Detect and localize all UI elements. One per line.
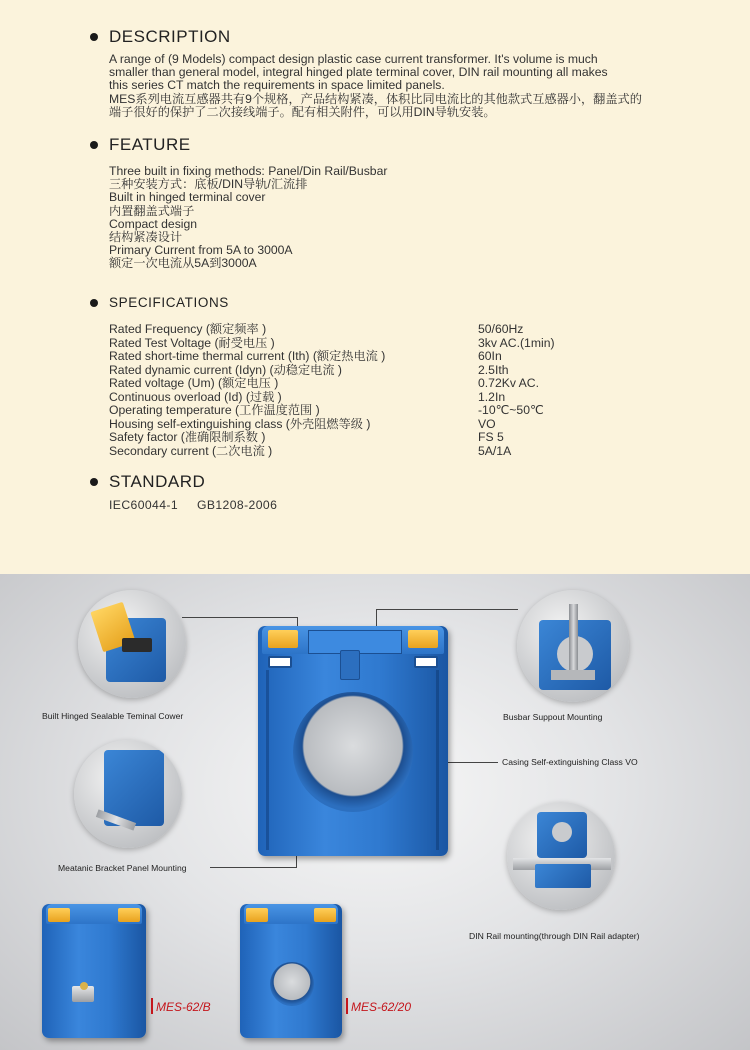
description-title: DESCRIPTION: [109, 27, 231, 46]
spec-value: 1.2In: [478, 389, 506, 404]
model-label-20: MES-62/20: [351, 1000, 412, 1014]
feature-heading: [90, 135, 191, 155]
bullet-icon: [90, 299, 98, 307]
spec-label: Rated Test Voltage (耐受电压 ): [109, 335, 275, 350]
caption-hinged-cover: Built Hinged Sealable Teminal Cower: [42, 711, 184, 721]
spec-label: Operating temperature (工作温度范围 ): [109, 403, 320, 417]
description-text: [109, 53, 642, 119]
feature-line: Built in hinged terminal cover: [109, 190, 266, 205]
caption-casing: Casing Self-extinguishing Class VO: [502, 757, 638, 767]
feature-text: [109, 165, 387, 271]
spec-value: VO: [478, 416, 496, 431]
caption-din-rail: DIN Rail mounting(through DIN Rail adapter): [469, 931, 640, 941]
feature-line: 结构紧凑设计: [109, 230, 183, 245]
spec-value: 5A/1A: [478, 443, 512, 458]
spec-label: Safety factor (准确限制系数 ): [109, 430, 266, 444]
busbar-photo: [517, 590, 629, 702]
caption-busbar: Busbar Suppout Mounting: [503, 712, 603, 722]
bullet-icon: [90, 141, 98, 149]
feature-title: FEATURE: [109, 135, 191, 154]
standard-text: IEC60044-1 GB1208-2006: [109, 498, 278, 512]
bullet-icon: [90, 478, 98, 486]
spec-value: -10℃~50℃: [478, 403, 544, 417]
spec-value: 2.5Ith: [478, 362, 509, 377]
description-heading: [90, 27, 231, 47]
description-line: smaller than general model, integral hinged plate terminal cover, DIN rail mounting all makes: [109, 65, 608, 80]
bracket-photo: [74, 740, 182, 848]
current-transformer-main: [258, 626, 448, 856]
din-rail-photo: [507, 802, 615, 910]
spec-labels: [109, 323, 385, 458]
feature-line: Three built in fixing methods: Panel/Din Rail/Busbar: [109, 164, 388, 178]
spec-value: FS 5: [478, 430, 504, 444]
description-line: A range of (9 Models) compact design plastic case current transformer. It's volume is much: [109, 52, 598, 66]
spec-label: Rated Frequency (额定频率 ): [109, 322, 267, 336]
spec-values: [478, 323, 555, 458]
description-line: MES系列电流互感器共有9个规格，产品结构紧凑，体积比同电流比的其他款式互感器小，翻盖式的: [109, 91, 642, 106]
standard-heading: [90, 472, 205, 492]
feature-line: 额定一次电流从5A到3000A: [109, 256, 257, 271]
spec-label: Continuous overload (Id) (过载 ): [109, 389, 282, 404]
bullet-icon: [90, 33, 98, 41]
ct-model-b: [42, 904, 146, 1038]
spec-value: 50/60Hz: [478, 322, 524, 336]
spec-label: Rated dynamic current (Idyn) (动稳定电流 ): [109, 362, 342, 377]
spec-label: Rated short-time thermal current (Ith) (额定热电流 ): [109, 349, 386, 363]
caption-bracket: Meatanic Bracket Panel Mounting: [58, 863, 187, 873]
spec-value: 0.72Kv AC.: [478, 376, 539, 390]
spec-value: 3kv AC.(1min): [478, 335, 555, 350]
spec-label: Rated voltage (Um) (额定电压 ): [109, 376, 279, 390]
description-line: 端子很好的保护了二次接线端子。配有相关附件，可以用DIN导轨安装。: [109, 104, 496, 119]
hinged-cover-photo: [78, 590, 186, 698]
standard-title: STANDARD: [109, 472, 206, 491]
model-label-b: MES-62/B: [156, 1000, 211, 1014]
specifications-heading: [90, 295, 229, 310]
ct-model-20: [240, 904, 342, 1038]
specifications-title: SPECIFICATIONS: [109, 295, 229, 310]
feature-line: Compact design: [109, 216, 198, 231]
spec-value: 60In: [478, 349, 502, 363]
spec-label: Housing self-extinguishing class (外壳阻燃等级 ): [109, 416, 371, 431]
description-line: this series CT match the requirements in space limited panels.: [109, 78, 445, 93]
feature-line: Primary Current from 5A to 3000A: [109, 243, 293, 258]
feature-line: 三种安装方式：底板/DIN导轨/汇流排: [109, 177, 308, 192]
spec-label: Secondary current (二次电流 ): [109, 443, 273, 458]
product-image-panel: [0, 574, 750, 1050]
feature-line: 内置翻盖式端子: [109, 203, 195, 218]
